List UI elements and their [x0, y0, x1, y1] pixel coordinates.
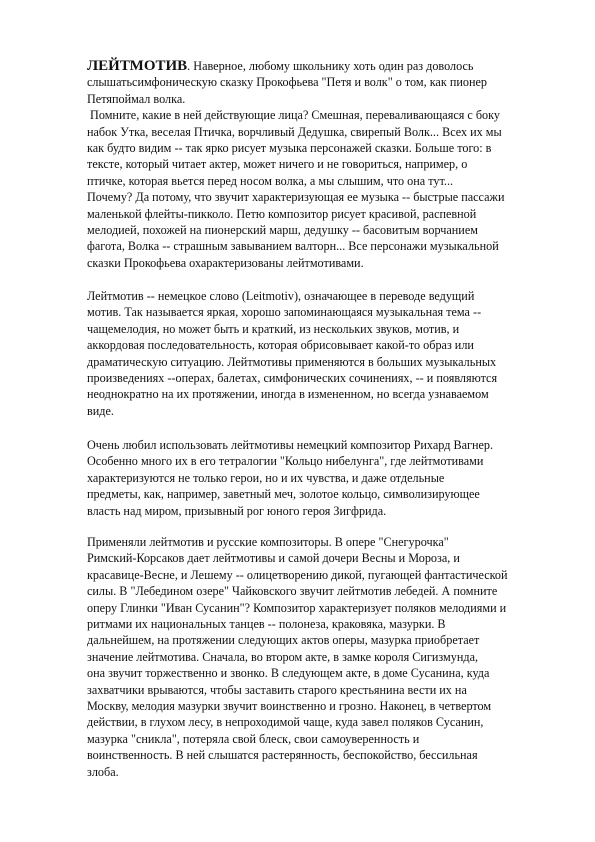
- text-line: характеризуются не только герои, но и их чувства, и даже отдельные: [87, 470, 445, 485]
- text-line: воинственность. В ней слышатся растерянность, беспокойство, бессильная: [87, 748, 478, 763]
- text-line: мотив. Так называется яркая, хорошо запоминающаяся музыкальная тема --: [87, 305, 482, 320]
- paragraph-3: [87, 437, 557, 519]
- paragraph-1: [87, 58, 557, 271]
- text-line: маленькой флейты-пикколо. Петю композитор рисует красивой, распевной: [87, 206, 477, 221]
- text-line: предметы, как, например, заветный меч, золотое кольцо, символизирующее: [87, 487, 480, 502]
- text-line: Лейтмотив -- немецкое слово (Leitmotiv), означающее в переводе ведущий: [87, 289, 475, 303]
- text-line: набок Утка, веселая Птичка, ворчливый Дедушка, свирепый Волк... Всех их мы: [87, 124, 502, 139]
- text-line: фагота, Волка -- страшным завыванием валторн... Все персонажи музыкальной: [87, 239, 499, 254]
- text-line: мазурка "сникла", потеряла свой блеск, свои самоуверенность и: [87, 731, 420, 746]
- text-line: птичке, которая вьется перед носом волка, а мы слышим, что она тут...: [87, 173, 454, 188]
- text-line: как будто видим -- так ярко рисует музыка персонажей сказки. Больше того: в: [87, 141, 492, 156]
- text-line: сказки Прокофьева охарактеризованы лейтмотивами.: [87, 255, 364, 270]
- text-line: злоба.: [87, 764, 119, 779]
- paragraph-2: [87, 288, 557, 419]
- text-line: дальнейшем, на протяжении следующих актов оперы, мазурка приобретает: [87, 633, 480, 648]
- text-line: значение лейтмотива. Сначала, во втором акте, в замке короля Сигизмунда,: [87, 649, 479, 664]
- text-line: власть над миром, призывный рог юного героя Зигфрида.: [87, 503, 387, 518]
- paragraph-4: [87, 534, 557, 780]
- text-line: чащемелодия, но может быть и краткий, из нескольких звуков, мотив, и: [87, 321, 460, 336]
- text-line: красавице-Весне, и Лешему -- олицетворению дикой, пугающей фантастической: [87, 567, 508, 582]
- text-line: действии, в глухом лесу, в непроходимой чаще, куда завел поляков Сусанин,: [87, 715, 484, 730]
- text-line: Римский-Корсаков дает лейтмотивы и самой дочери Весны и Мороза, и: [87, 551, 460, 566]
- text-line: мелодией, похожей на пионерский марш, дедушку -- басовитым ворчанием: [87, 223, 478, 238]
- text-line: аккордовая последовательность, которая обрисовывает какой-то образ или: [87, 338, 474, 353]
- text-line: Москву, мелодия мазурки звучит воинственно и грозно. Наконец, в четвертом: [87, 699, 492, 714]
- text-line: . Наверное, любому школьнику хоть один раз доволось: [187, 59, 474, 73]
- text-line: неоднократно на их протяжении, иногда в измененном, но всегда узнаваемом: [87, 387, 489, 402]
- text-line: ритмами их национальных танцев -- полонеза, краковяка, мазурки. В: [87, 617, 446, 632]
- text-line: она звучит торжественно и звонко. В следующем акте, в доме Сусанина, куда: [87, 666, 490, 681]
- text-line: Особенно много их в его тетралогии "Кольцо нибелунга", где лейтмотивами: [87, 454, 484, 469]
- text-line: захватчики врываются, чтобы заставить старого крестьянина вести их на: [87, 682, 467, 697]
- text-line: оперу Глинки "Иван Сусанин"? Композитор характеризует поляков мелодиями и: [87, 600, 507, 615]
- text-line: драматическую ситуацию. Лейтмотивы применяются в больших музыкальных: [87, 354, 497, 369]
- text-line: произведениях --операх, балетах, симфонических сочинениях, -- и появляются: [87, 371, 498, 386]
- text-line: Применяли лейтмотив и русские композиторы. В опере "Снегурочка": [87, 535, 449, 549]
- term-heading: ЛЕЙТМОТИВ: [87, 58, 188, 74]
- text-line: Почему? Да потому, что звучит характеризующая ее музыка -- быстрые пассажи: [87, 190, 505, 205]
- text-line: Очень любил использовать лейтмотивы немецкий композитор Рихард Вагнер.: [87, 438, 494, 452]
- text-line: силы. В "Лебедином озере" Чайковского звучит лейтмотив лебедей. А помните: [87, 584, 498, 599]
- text-line: слышатьсимфоническую сказку Прокофьева "Петя и волк" о том, как пионер: [87, 75, 487, 90]
- text-line: Помните, какие в ней действующие лица? Смешная, переваливающаяся с боку: [87, 108, 500, 123]
- text-line: Петяпоймал волка.: [87, 91, 186, 106]
- text-line: тексте, который читает актер, может ничего и не говориться, например, о: [87, 157, 468, 172]
- text-line: виде.: [87, 403, 114, 418]
